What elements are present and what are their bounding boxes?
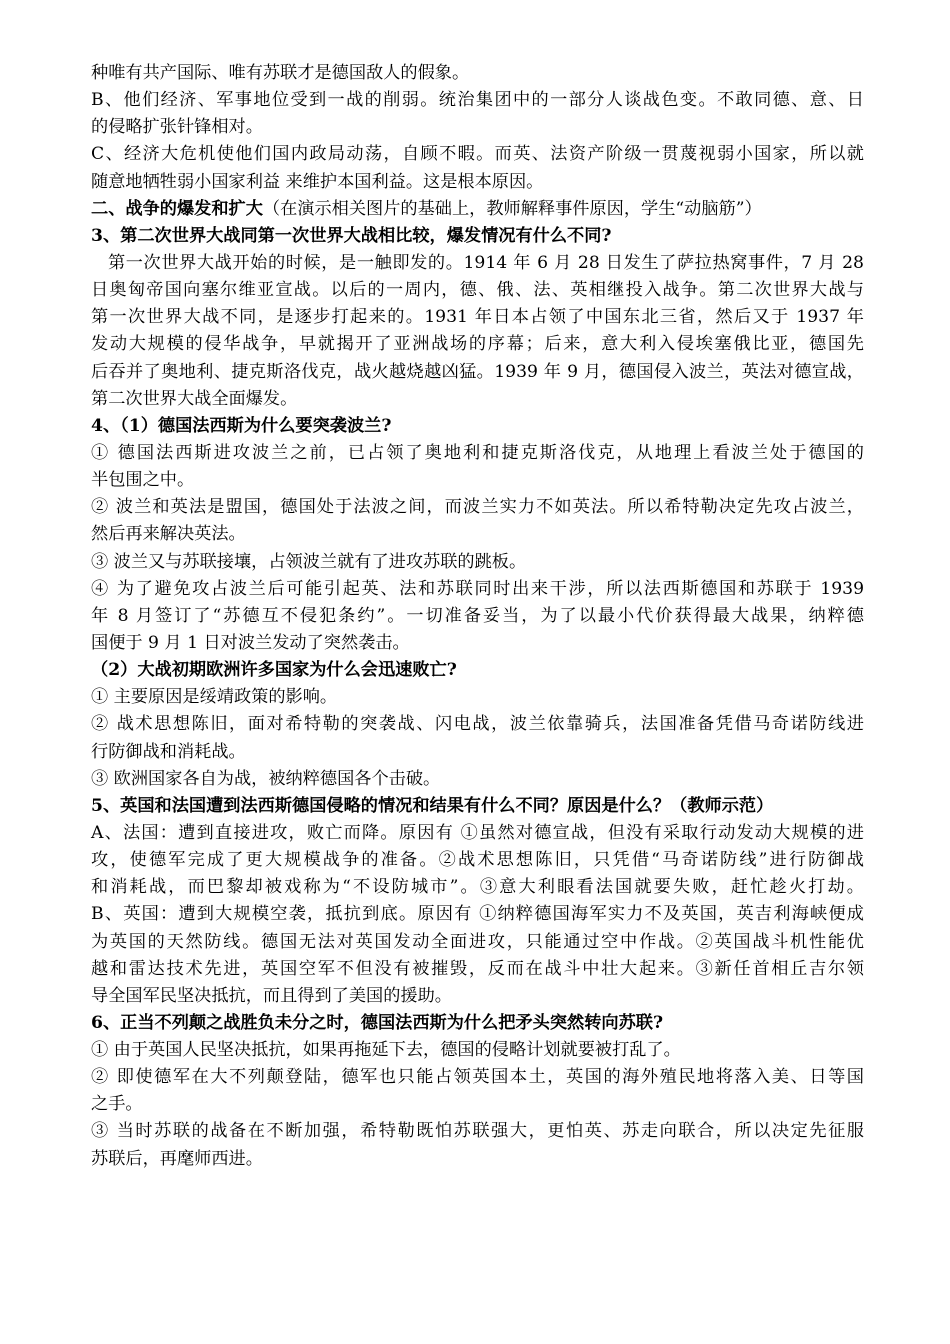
text-line: 然后再来解决英法。 [91,524,246,545]
text-line: 年 8 月签订了“苏德互不侵犯条约”。一切准备妥当，为了以最小代价获得最大战果，纳粹德 [91,605,864,626]
text-line: 第一次世界大战不同，是逐步打起来的。1931 年日本占领了中国东北三省，然后又于 1937 年 [91,307,864,328]
text-line: 越和雷达技术先进，英国空军不但没有被摧毁，反而在战斗中壮大起来。③新任首相丘吉尔领 [91,958,864,979]
document-page [91,60,864,1173]
text-line: 导全国军民坚决抵抗，而且得到了美国的援助。 [91,985,452,1006]
text-line: ③ 欧洲国家各自为战，被纳粹德国各个击破。 [91,768,441,789]
text-line: ① 主要原因是绥靖政策的影响。 [91,687,338,708]
text-line: 后吞并了奥地利、捷克斯洛伐克，战火越烧越凶猛。1939 年 9 月，德国侵入波兰，英法对德宣战， [91,361,864,382]
text-line: 为英国的天然防线。德国无法对英国发动全面进攻，只能通过空中作战。②英国战斗机性能优 [91,931,864,952]
text-line: A、法国：遭到直接进攻，败亡而降。原因有 ①虽然对德宣战，但没有采取行动发动大规模的进 [91,822,864,843]
text-line: ④ 为了避免攻占波兰后可能引起英、法和苏联同时出来干涉，所以法西斯德国和苏联于 1939 [91,578,864,599]
text-line: 随意地牺牲弱小国家利益 来维护本国利益。这是根本原因。 [91,171,544,192]
text-line: ① 由于英国人民坚决抵抗，如果再拖延下去，德国的侵略计划就要被打乱了。 [91,1040,681,1061]
text-line: 日奥匈帝国向塞尔维亚宣战。以后的一周内，德、俄、法、英相继投入战争。第二次世界大战与 [91,280,864,301]
text-line: 第二次世界大战全面爆发。 [91,388,298,409]
text-line: 苏联后，再麾师西进。 [91,1148,263,1169]
text-line: 攻，使德军完成了更大规模战争的准备。②战术思想陈旧，只凭借“马奇诺防线”进行防御战 [91,850,864,871]
text-line: ② 波兰和英法是盟国，德国处于法波之间，而波兰实力不如英法。所以希特勒决定先攻占波兰， [91,497,864,518]
text-line: ② 战术思想陈旧，面对希特勒的突袭战、闪电战，波兰依靠骑兵，法国准备凭借马奇诺防线进 [91,714,864,735]
text-line: 之手。 [91,1094,143,1115]
text-line: 半包围之中。 [91,470,195,491]
question-heading: 4、（1）德国法西斯为什么要突袭波兰? [91,415,392,436]
text-line: ① 德国法西斯进攻波兰之前，已占领了奥地利和捷克斯洛伐克，从地理上看波兰处于德国的 [91,442,864,463]
text-line: ③ 波兰又与苏联接壤，占领波兰就有了进攻苏联的跳板。 [91,551,527,572]
section-heading [91,196,864,223]
text-line: 行防御战和消耗战。 [91,741,246,762]
question-heading: 6、正当不列颠之战胜负未分之时，德国法西斯为什么把矛头突然转向苏联? [91,1012,664,1033]
text-line: 国便于 9 月 1 日对波兰发动了突然袭击。 [91,632,410,653]
text-line: C、经济大危机使他们国内政局动荡，自顾不暇。而英、法资产阶级一贯蔑视弱小国家，所以就 [91,144,864,165]
text-line: 第一次世界大战开始的时候，是一触即发的。1914 年 6 月 28 日发生了萨拉热窝事件，7 月 28 [108,252,864,273]
text-line: 种唯有共产国际、唯有苏联才是德国敌人的假象。 [91,63,470,83]
section-heading-note: （在演示相关图片的基础上，教师解释事件原因，学生“动脑筋”） [262,198,762,219]
text-line: B、英国：遭到大规模空袭，抵抗到底。原因有 ①纳粹德国海军实力不及英国，英吉利海峡便成 [91,904,864,925]
question-heading: 5、英国和法国遭到法西斯德国侵略的情况和结果有什么不同？原因是什么？（教师示范） [91,795,774,816]
text-line: 和消耗战，而巴黎却被戏称为“不设防城市”。③意大利眼看法国就要失败，赶忙趁火打劫。 [91,877,864,898]
text-line: B、他们经济、军事地位受到一战的削弱。统治集团中的一部分人谈战色变。不敢同德、意、日 [91,90,864,111]
text-line: 的侵略扩张针锋相对。 [91,117,263,138]
question-heading: （2）大战初期欧洲许多国家为什么会迅速败亡? [91,660,457,681]
text-line: 发动大规模的侵华战争，早就揭开了亚洲战场的序幕；后来，意大利入侵埃塞俄比亚，德国先 [91,334,864,355]
text-line: ② 即使德军在大不列颠登陆，德军也只能占领英国本土，英国的海外殖民地将落入美、日等国 [91,1067,864,1088]
text-line: ③ 当时苏联的战备在不断加强，希特勒既怕苏联强大，更怕英、苏走向联合，所以决定先征服 [91,1121,864,1142]
section-heading-title: 二、战争的爆发和扩大 [91,198,263,219]
question-heading: 3、第二次世界大战同第一次世界大战相比较，爆发情况有什么不同? [91,225,612,246]
